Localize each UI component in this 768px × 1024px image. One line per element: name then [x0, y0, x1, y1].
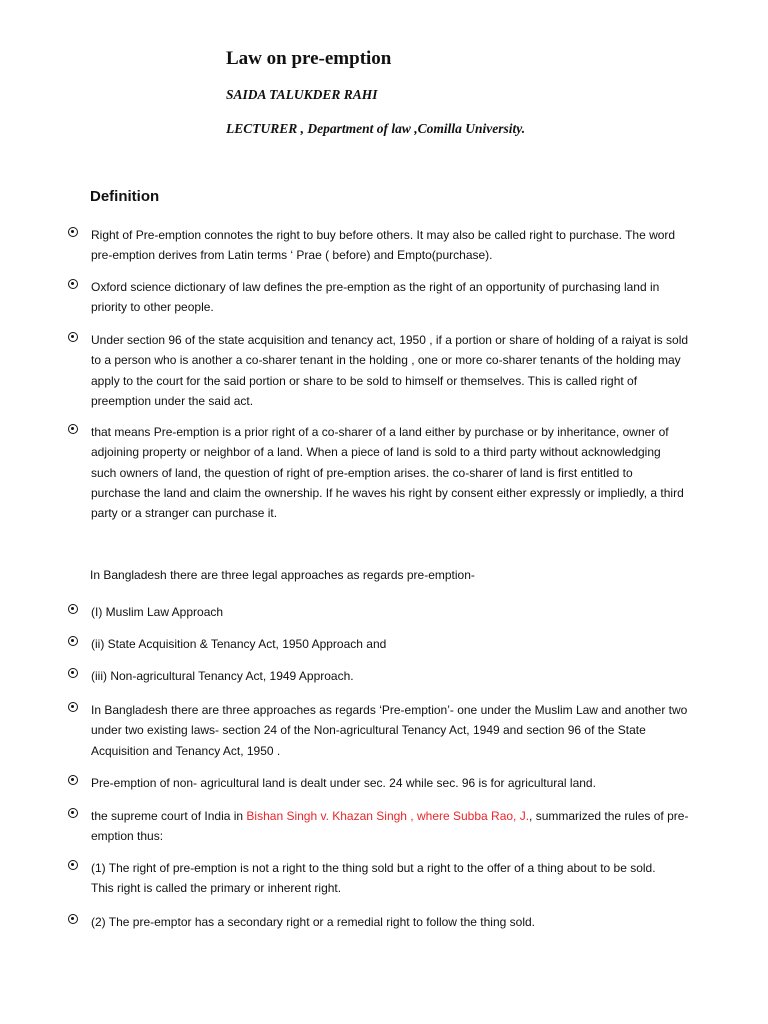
- definition-item: [68, 277, 728, 318]
- approach-item-text: (iii) Non-agricultural Tenancy Act, 1949 Approach.: [91, 669, 354, 683]
- rule-item-text: (1) The right of pre-emption is not a right to the thing sold but a right to the offer of a thing about to be sold. This right is called the primary or inherent right.: [91, 861, 656, 896]
- author-name: SAIDA TALUKDER RAHI: [226, 87, 378, 102]
- bullet-icon: [68, 424, 78, 434]
- case-item: [68, 806, 728, 847]
- definition-item-text: Oxford science dictionary of law defines the pre-emption as the right of an opportunity of purchasing land in priority to other people.: [91, 280, 660, 315]
- definition-item: [68, 422, 728, 523]
- definition-item-text: Right of Pre-emption connotes the right to buy before others. It may also be called right to purchase. The word pre-emption derives from Latin terms ‘ Prae ( before) and Empto(purchase).: [91, 228, 676, 263]
- approach-item: [68, 666, 728, 686]
- bullet-icon: [68, 279, 78, 289]
- approach-item-text: (I) Muslim Law Approach: [91, 605, 224, 619]
- section-heading: Definition: [90, 188, 160, 205]
- rule-item-text: (2) The pre-emptor has a secondary right or a remedial right to follow the thing sold.: [91, 915, 535, 929]
- approach-item: [68, 602, 728, 622]
- bullet-icon: [68, 808, 78, 818]
- definition-item: [68, 225, 728, 266]
- bullet-icon: [68, 227, 78, 237]
- approach-item: [68, 700, 728, 761]
- bullet-icon: [68, 604, 78, 614]
- author-affiliation: LECTURER , Department of law ,Comilla University.: [226, 121, 526, 136]
- rule-item: [68, 858, 728, 899]
- definition-item: [68, 330, 728, 411]
- bullet-icon: [68, 775, 78, 785]
- approach-item: [68, 773, 728, 793]
- document-title: Law on pre-emption: [226, 48, 392, 69]
- definition-item-text: Under section 96 of the state acquisition and tenancy act, 1950 , if a portion or share of holding of a raiyat is sold to a person who is another a co-sharer tenant in the holding , one or more co-sharer tenants of the holding may apply to the court for the said portion or share to be sold to himself or themselves. This is called right of preemption under the said act.: [91, 333, 689, 408]
- case-item-text: [91, 806, 728, 847]
- approach-item-text: In Bangladesh there are three approaches as regards ‘Pre-emption’- one under the Muslim Law and another two under two existing laws- section 24 of the Non-agricultural Tenancy Act, 1949 and section 96 of the State Acquisition and Tenancy Act, 1950 .: [91, 703, 688, 758]
- rule-item: [68, 912, 728, 932]
- approach-item-text: (ii) State Acquisition & Tenancy Act, 1950 Approach and: [91, 637, 387, 651]
- case-text-before: the supreme court of India in: [91, 809, 247, 823]
- bullet-icon: [68, 332, 78, 342]
- definition-item-text: that means Pre-emption is a prior right of a co-sharer of a land either by purchase or by inheritance, owner of adjoining property or neighbor of a land. When a piece of land is sold to a third party without acknowledging such owners of land, the question of right of pre-emption arises. the co-sharer of land is first entitled to purchase the land and claim the ownership. If he waves his right by consent either expressly or impliedly, a third party or a stranger can purchase it.: [91, 425, 684, 521]
- bullet-icon: [68, 636, 78, 646]
- approaches-intro: In Bangladesh there are three legal approaches as regards pre-emption-: [90, 568, 475, 582]
- approach-item: [68, 634, 728, 654]
- case-citation-highlight: Bishan Singh v. Khazan Singh , where Subba Rao, J.: [246, 809, 530, 823]
- bullet-icon: [68, 702, 78, 712]
- case-text-after: , summarized the rules of pre- emption thus:: [91, 809, 689, 844]
- bullet-icon: [68, 668, 78, 678]
- bullet-icon: [68, 914, 78, 924]
- approach-item-text: Pre-emption of non- agricultural land is dealt under sec. 24 while sec. 96 is for agricultural land.: [91, 776, 596, 790]
- bullet-icon: [68, 860, 78, 870]
